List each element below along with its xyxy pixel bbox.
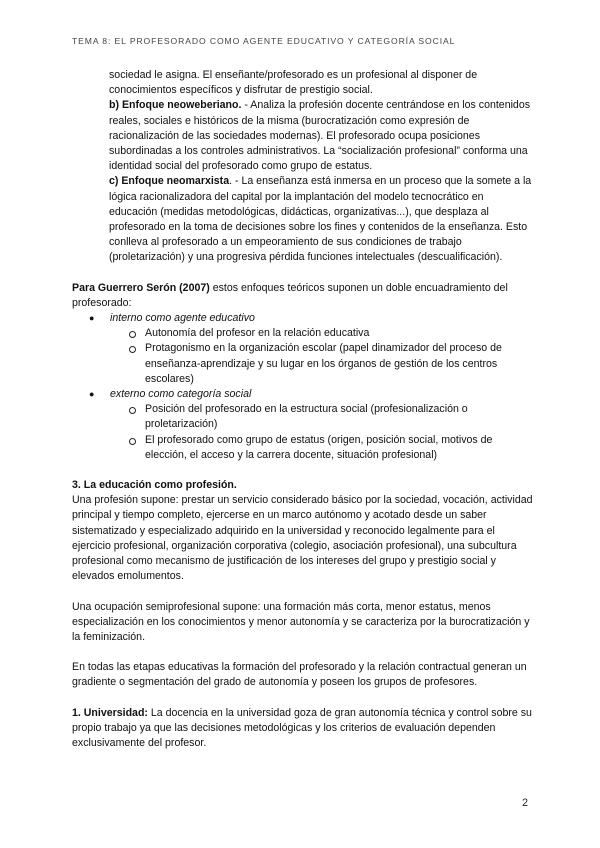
guerrero-label: Para Guerrero Serón (2007): [72, 281, 210, 294]
guerrero-text: estos enfoques teóricos suponen un doble encuadramiento del profesorado:: [72, 281, 508, 309]
sub-list: [110, 402, 534, 463]
university-text: La docencia en la universidad goza de gran autonomía técnica y control sobre su propio trabajo ya que las decisiones metodológicas y los criterios de evaluación dependen exclusivamente del profesor.: [72, 706, 532, 749]
section-heading: 3. La educación como profesión.: [72, 479, 237, 492]
university-paragraph: [72, 706, 534, 752]
circle-bullet-icon: [129, 438, 136, 445]
sub-list: [110, 326, 534, 387]
sub-list-item: El profesorado como grupo de estatus (origen, posición social, motivos de elección, el acceso y la carrera docente, situación profesional): [110, 433, 534, 463]
page-number: 2: [522, 797, 528, 809]
sub-list-item: Posición del profesorado en la estructura social (profesionalización o proletarización): [110, 402, 534, 432]
framing-list: [72, 311, 534, 463]
continuation-paragraph: sociedad le asigna. El enseñante/profesorado es un profesional al disponer de conocimientos específicos y disfrutar de prestigio social.: [109, 69, 478, 97]
approach-c-label: c) Enfoque neomarxista: [109, 175, 230, 188]
guerrero-paragraph: [72, 281, 534, 311]
sub-list-item: Protagonismo en la organización escolar (papel dinamizador del proceso de enseñanza-aprendizaje y su lugar en los órganos de gestión de los centros escolares): [110, 341, 534, 387]
semiprofession-paragraph: Una ocupación semiprofesional supone: una formación más corta, menor estatus, menos especialización en los conocimientos y menor autonomía y se caracteriza por la burocratización y la feminización.: [72, 600, 530, 643]
list-item: [72, 311, 534, 387]
page-content: [72, 68, 534, 751]
approach-b-text: - Analiza la profesión docente centrándose en los contenidos reales, sociales e históricos de la misma (burocratización como expresión de racionalización de las sociedades modernas). El profesorado ocupa posiciones subordinadas a los controles administrativos. La “socialización profesional” conforma una identidad social del profesorado como grupo de estatus.: [109, 99, 531, 173]
sub-list-item: Autonomía del profesor en la relación educativa: [110, 326, 534, 341]
approach-c-text: . - La enseñanza está inmersa en un proceso que la somete a la lógica racionalizadora del capital por la implantación del modelo tecnocrático en educación (medidas metodológicas, didácticas, organizativas...), que desplaza al profesorado en la toma de decisiones sobre los fines y contenidos de la enseñanza. Esto conlleva al profesorado a un empeoramiento de sus condiciones de trabajo (proletarización) y una progresiva pérdida funciones intelectuales (descualificación).: [109, 175, 532, 264]
list-item: [72, 387, 534, 463]
list-item-label: externo como categoría social: [110, 388, 252, 401]
approach-c-paragraph: [72, 174, 534, 265]
circle-bullet-icon: [129, 346, 136, 353]
bullet-icon: ●: [89, 389, 95, 400]
circle-bullet-icon: [129, 407, 136, 414]
circle-bullet-icon: [129, 331, 136, 338]
university-label: 1. Universidad:: [72, 706, 148, 719]
page-header: TEMA 8: EL PROFESORADO COMO AGENTE EDUCATIVO Y CATEGORÍA SOCIAL: [72, 36, 456, 46]
approach-b-paragraph: [72, 98, 534, 174]
bullet-icon: ●: [89, 313, 95, 324]
approach-b-label: b) Enfoque neoweberiano.: [109, 99, 242, 112]
stages-paragraph: En todas las etapas educativas la formación del profesorado y la relación contractual generan un gradiente o segmentación del grado de autonomía y poseen los grupos de profesores.: [72, 661, 527, 689]
list-item-label: interno como agente educativo: [110, 312, 255, 325]
profession-paragraph: Una profesión supone: prestar un servicio considerado básico por la sociedad, vocación, actividad principal y tiempo completo, ejercerse en un marco autónomo y acotado desde un saber sistematizado y especializado adquirido en la universidad y reconocido legalmente para el ejercicio profesional, organización corporativa (colegio, asociación profesional), una subcultura profesional como mecanismo de justificación de los intereses del grupo y prestigio social y elevados emolumentos.: [72, 494, 533, 583]
